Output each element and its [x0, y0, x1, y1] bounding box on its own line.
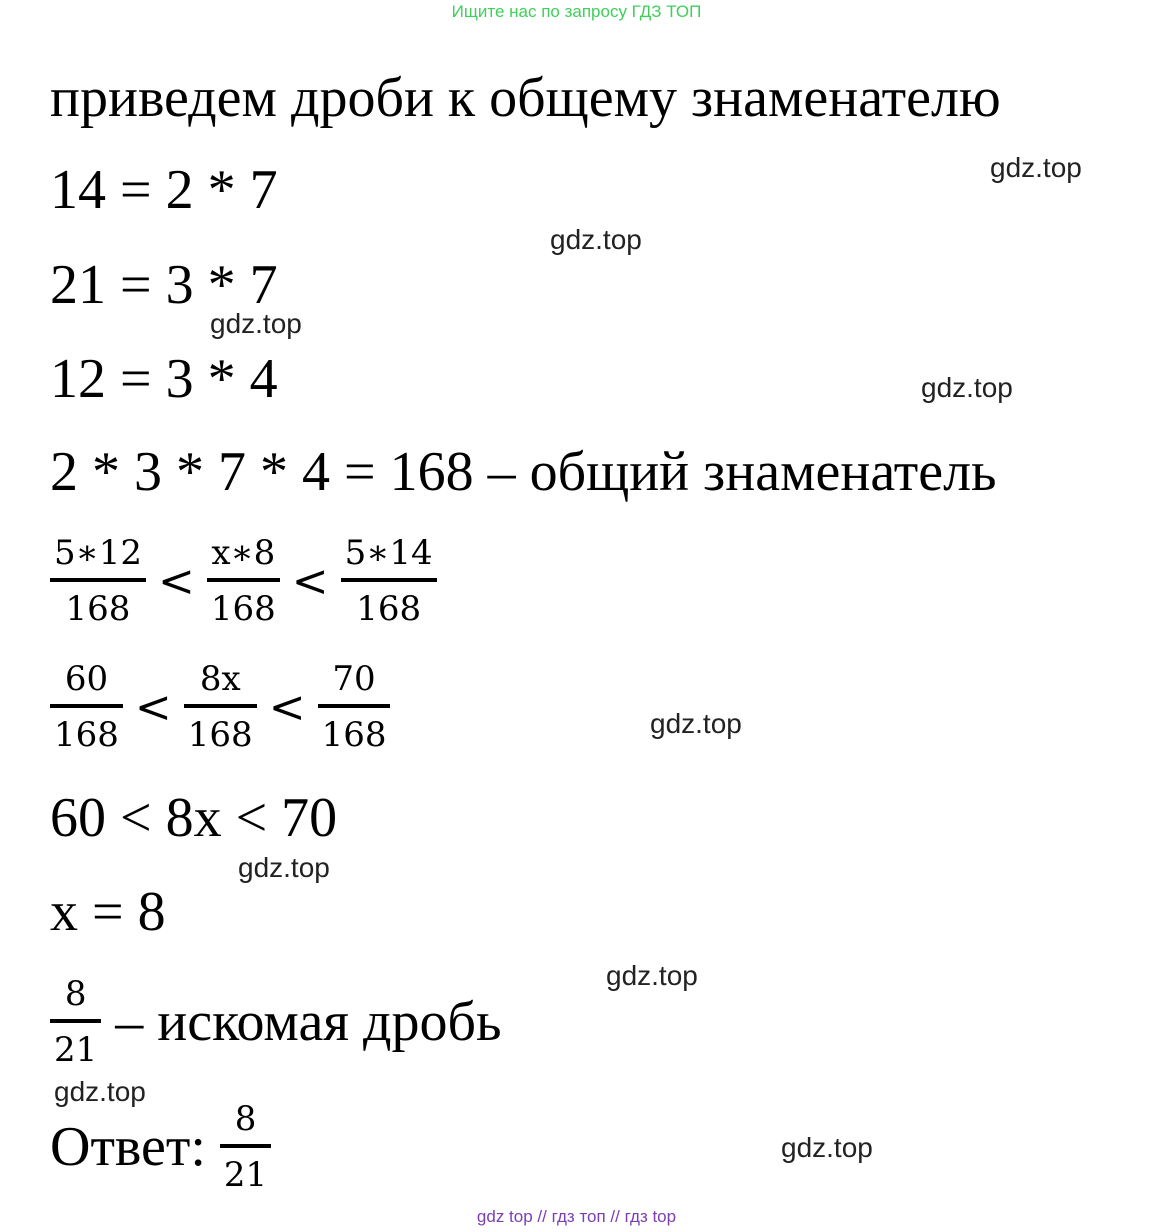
- result-suffix: – искомая дробь: [115, 991, 502, 1053]
- watermark: gdz.top: [990, 152, 1082, 183]
- numerator: 60: [64, 659, 109, 699]
- x-value-line: x = 8: [50, 881, 166, 943]
- factor-line-12: 12 = 3 * 4: [50, 348, 278, 410]
- denominator: 21: [54, 1030, 98, 1070]
- denominator: 168: [187, 715, 253, 755]
- less-than-sign: <: [158, 555, 195, 607]
- factor-line-21: 21 = 3 * 7: [50, 254, 278, 316]
- fraction: [318, 659, 391, 755]
- bottom-banner[interactable]: gdz top // гдз топ // гдз top: [476, 1207, 677, 1226]
- answer-row: [50, 1099, 271, 1195]
- watermark: gdz.top: [650, 708, 742, 739]
- inequality-row-2: [50, 659, 390, 755]
- watermark: gdz.top: [921, 372, 1013, 403]
- top-banner[interactable]: Ищите нас по запросу ГДЗ ТОП: [451, 2, 702, 21]
- watermark: gdz.top: [550, 224, 642, 255]
- less-than-sign: <: [291, 555, 329, 607]
- denominator: 168: [65, 589, 131, 629]
- less-than-sign: <: [268, 681, 306, 733]
- watermark: gdz.top: [606, 960, 698, 991]
- factor-line-14: 14 = 2 * 7: [50, 159, 278, 221]
- watermark: gdz.top: [54, 1076, 146, 1107]
- simplified-inequality-line: 60 < 8x < 70: [50, 787, 338, 849]
- numerator: 8: [64, 974, 87, 1014]
- numerator: 5∗12: [54, 533, 143, 573]
- denominator: 168: [210, 589, 276, 629]
- denominator: 168: [54, 715, 119, 755]
- denominator: 21: [223, 1155, 268, 1195]
- fraction: [50, 974, 101, 1070]
- numerator: 70: [332, 659, 376, 699]
- denominator: 168: [356, 589, 422, 629]
- numerator: 5∗14: [344, 533, 433, 573]
- common-denominator-line: 2 * 3 * 7 * 4 = 168 – общий знаменатель: [50, 441, 997, 503]
- fraction: [341, 533, 437, 629]
- fraction: [50, 659, 123, 755]
- fraction: [50, 533, 146, 629]
- watermark: gdz.top: [781, 1132, 873, 1163]
- result-row: [50, 974, 502, 1070]
- heading-line: приведем дроби к общему знаменателю: [50, 67, 1001, 129]
- fraction: [207, 533, 280, 629]
- watermark: gdz.top: [210, 308, 302, 339]
- answer-label: Ответ:: [50, 1116, 206, 1178]
- denominator: 168: [321, 715, 387, 755]
- less-than-sign: <: [134, 681, 172, 733]
- numerator: 8: [234, 1099, 257, 1139]
- inequality-row-1: [50, 533, 437, 629]
- numerator: 8x: [199, 659, 241, 699]
- numerator: x∗8: [211, 533, 276, 573]
- watermark: gdz.top: [238, 852, 330, 883]
- fraction: [184, 659, 257, 755]
- fraction: [220, 1099, 271, 1195]
